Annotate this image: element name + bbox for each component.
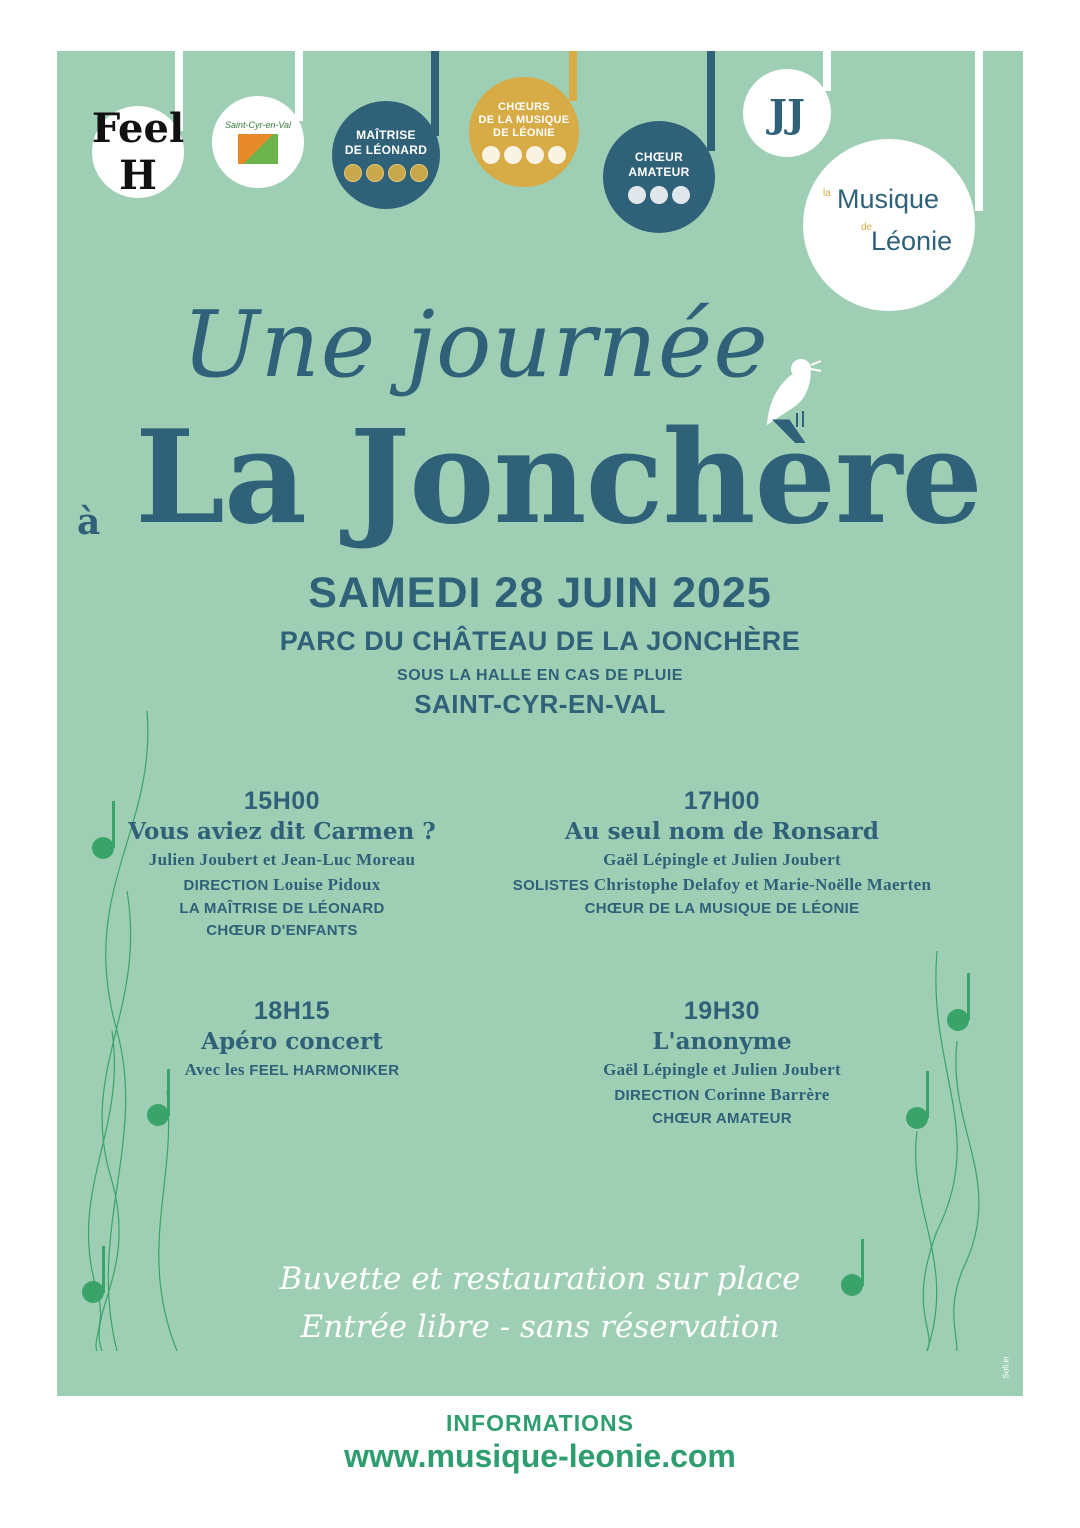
choeur-amateur-logo [603, 121, 715, 233]
title-prefix: à [77, 501, 101, 543]
event-time: 17H00 [683, 787, 761, 815]
event-composers: Gaël Lépingle et Julien Joubert [603, 1060, 841, 1079]
note-stem [975, 51, 983, 211]
event-composers: Julien Joubert et Jean-Luc Moreau [148, 850, 416, 869]
event-1815 [157, 997, 427, 1080]
entry-note: Entrée libre - sans réservation [300, 1309, 780, 1345]
venue: PARC DU CHÂTEAU DE LA JONCHÈRE [279, 626, 801, 656]
city: SAINT-CYR-EN-VAL [414, 689, 666, 719]
event-time: 19H30 [683, 997, 761, 1025]
event-ensemble: LA MAÎTRISE DE LÉONARD [179, 900, 385, 917]
medals-icon [344, 164, 428, 182]
rain-note: SOUS LA HALLE EN CAS DE PLUIE [397, 667, 683, 684]
title-script: Une journée [182, 291, 769, 398]
saint-cyr-logo [212, 96, 304, 188]
event-ensemble: CHŒUR AMATEUR [652, 1110, 792, 1127]
event-title: L'anonyme [652, 1028, 792, 1055]
note-stem [823, 51, 831, 91]
event-label: DIRECTION [183, 877, 269, 894]
logo-text: CHŒURS DE LA MUSIQUE DE LÉONIE [478, 100, 570, 139]
musique-leonie-logo [803, 139, 975, 311]
faces-icon [628, 186, 690, 204]
town-crest-icon [238, 134, 278, 164]
event-director: Corinne Barrère [704, 1085, 830, 1104]
event-title: Au seul nom de Ronsard [565, 818, 879, 845]
event-date: SAMEDI 28 JUIN 2025 [308, 569, 772, 617]
logo-text: de [861, 222, 873, 233]
event-director: Louise Pidoux [273, 875, 381, 894]
event-soloists: Christophe Delafoy et Marie-Noëlle Maerten [593, 875, 932, 894]
event-title: Apéro concert [201, 1028, 383, 1055]
maitrise-logo [332, 101, 440, 209]
event-label: DIRECTION [614, 1087, 700, 1104]
poster [57, 51, 1023, 1396]
event-label: SOLISTES [512, 877, 590, 894]
event-time: 15H00 [243, 787, 321, 815]
logo-text: la [823, 188, 831, 199]
event-1700 [482, 787, 962, 917]
event-title: Vous aviez dit Carmen ? [128, 818, 436, 845]
refreshments-note: Buvette et restauration sur place [279, 1261, 801, 1297]
jj-logo [743, 69, 831, 157]
logo-text: CHŒUR AMATEUR [628, 150, 690, 179]
website-link[interactable]: www.musique-leonie.com [344, 1438, 736, 1474]
note-stem [707, 51, 715, 151]
event-ensemble: CHŒUR D'ENFANTS [206, 922, 358, 939]
designer-credit: Sofi.in [1001, 1356, 1011, 1379]
footer-label: INFORMATIONS [446, 1410, 634, 1436]
note-stem [295, 51, 303, 121]
logo-text: Musique [837, 184, 940, 214]
event-ensemble: FEEL HARMONIKER [249, 1062, 400, 1079]
event-1500 [117, 787, 447, 939]
event-1930 [557, 997, 887, 1127]
event-time: 18H15 [253, 997, 331, 1025]
logo-text: Feel H [91, 105, 185, 199]
logo-text: Saint-Cyr-en-Val [224, 120, 292, 130]
logo-text: MAÎTRISE DE LÉONARD [344, 128, 428, 157]
faces-icon [482, 146, 566, 164]
logo-text: JJ [769, 90, 805, 136]
note-stem [431, 51, 439, 136]
choeurs-leonie-logo [469, 77, 579, 187]
event-composers: Gaël Lépingle et Julien Joubert [603, 850, 841, 869]
page-title: La Jonchère [135, 403, 982, 553]
note-stem [569, 51, 577, 101]
event-label: Avec les [184, 1060, 245, 1079]
logo-text: Léonie [871, 226, 953, 256]
feel-harmoniker-logo [92, 106, 184, 198]
event-ensemble: CHŒUR DE LA MUSIQUE DE LÉONIE [584, 900, 860, 917]
